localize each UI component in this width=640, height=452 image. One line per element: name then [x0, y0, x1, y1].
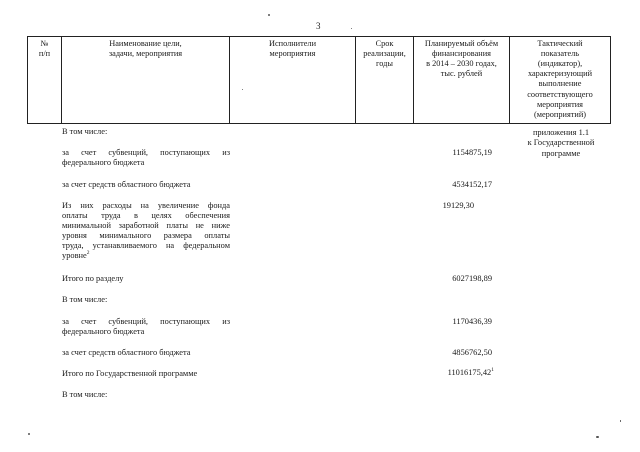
wage-footnote: 2 — [86, 250, 90, 257]
scan-speck — [596, 436, 599, 438]
wage-line-4: уровня минимального размера оплаты — [62, 231, 230, 240]
header-number: № п/п — [28, 37, 62, 124]
row-federal-label-2: за счет субвенций, поступающих из — [62, 317, 230, 326]
program-total-value: 11016175,42 — [447, 368, 492, 377]
header-executors: Исполнители мероприятия — [230, 37, 356, 124]
program-total-label: Итого по Государственной программе — [62, 369, 198, 378]
page-number: 3 — [316, 21, 321, 31]
scan-speck — [620, 420, 621, 422]
wage-line-2: оплаты труда в целях обеспечения — [62, 211, 230, 220]
wage-line-6: уровне — [62, 251, 87, 260]
scan-speck — [28, 433, 30, 435]
row-regional-value: 4534152,17 — [452, 180, 492, 189]
appendix-reference: приложения 1.1 к Государственной программе — [527, 128, 595, 158]
row-federal-value-2: 1170436,39 — [452, 317, 492, 326]
header-goal-name: Наименование цели, задачи, мероприятия — [62, 37, 230, 124]
row-regional-label-2: за счет средств областного бюджета — [62, 348, 191, 357]
row-regional-value-2: 4856762,50 — [452, 348, 492, 357]
wage-line-5: труда, устанавливаемого на федеральном — [62, 241, 230, 250]
header-indicator: Тактический показатель (индикатор), характеризующий выполнение соответствующего мероприятия (мероприятий) — [510, 37, 611, 124]
scan-speck — [351, 28, 352, 29]
wage-line-3: минимальной заработной платы не ниже — [62, 221, 230, 230]
scan-speck — [268, 14, 270, 16]
row-federal-label-2-cont: федерального бюджета — [62, 327, 145, 336]
row-regional-label: за счет средств областного бюджета — [62, 180, 191, 189]
header-term: Срок реализации, годы — [356, 37, 414, 124]
wage-line-1: Из них расходы на увеличение фонда — [62, 201, 230, 210]
row-federal-label: за счет субвенций, поступающих из — [62, 148, 230, 157]
section-total-label: Итого по разделу — [62, 274, 124, 283]
subtotal-label-3: В том числе: — [62, 390, 108, 399]
program-total-footnote: 1 — [491, 367, 494, 374]
section-total-value: 6027198,89 — [452, 274, 492, 283]
row-federal-value: 1154875,19 — [452, 148, 492, 157]
row-federal-label-cont: федерального бюджета — [62, 158, 145, 167]
subtotal-label: В том числе: — [62, 127, 108, 136]
scan-speck — [242, 89, 243, 90]
program-table-header — [27, 36, 611, 124]
header-financing: Планируемый объём финансирования в 2014 – 2030 годах, тыс. рублей — [414, 37, 510, 124]
row-wage-value: 19129,30 — [442, 201, 474, 210]
subtotal-label-2: В том числе: — [62, 295, 108, 304]
